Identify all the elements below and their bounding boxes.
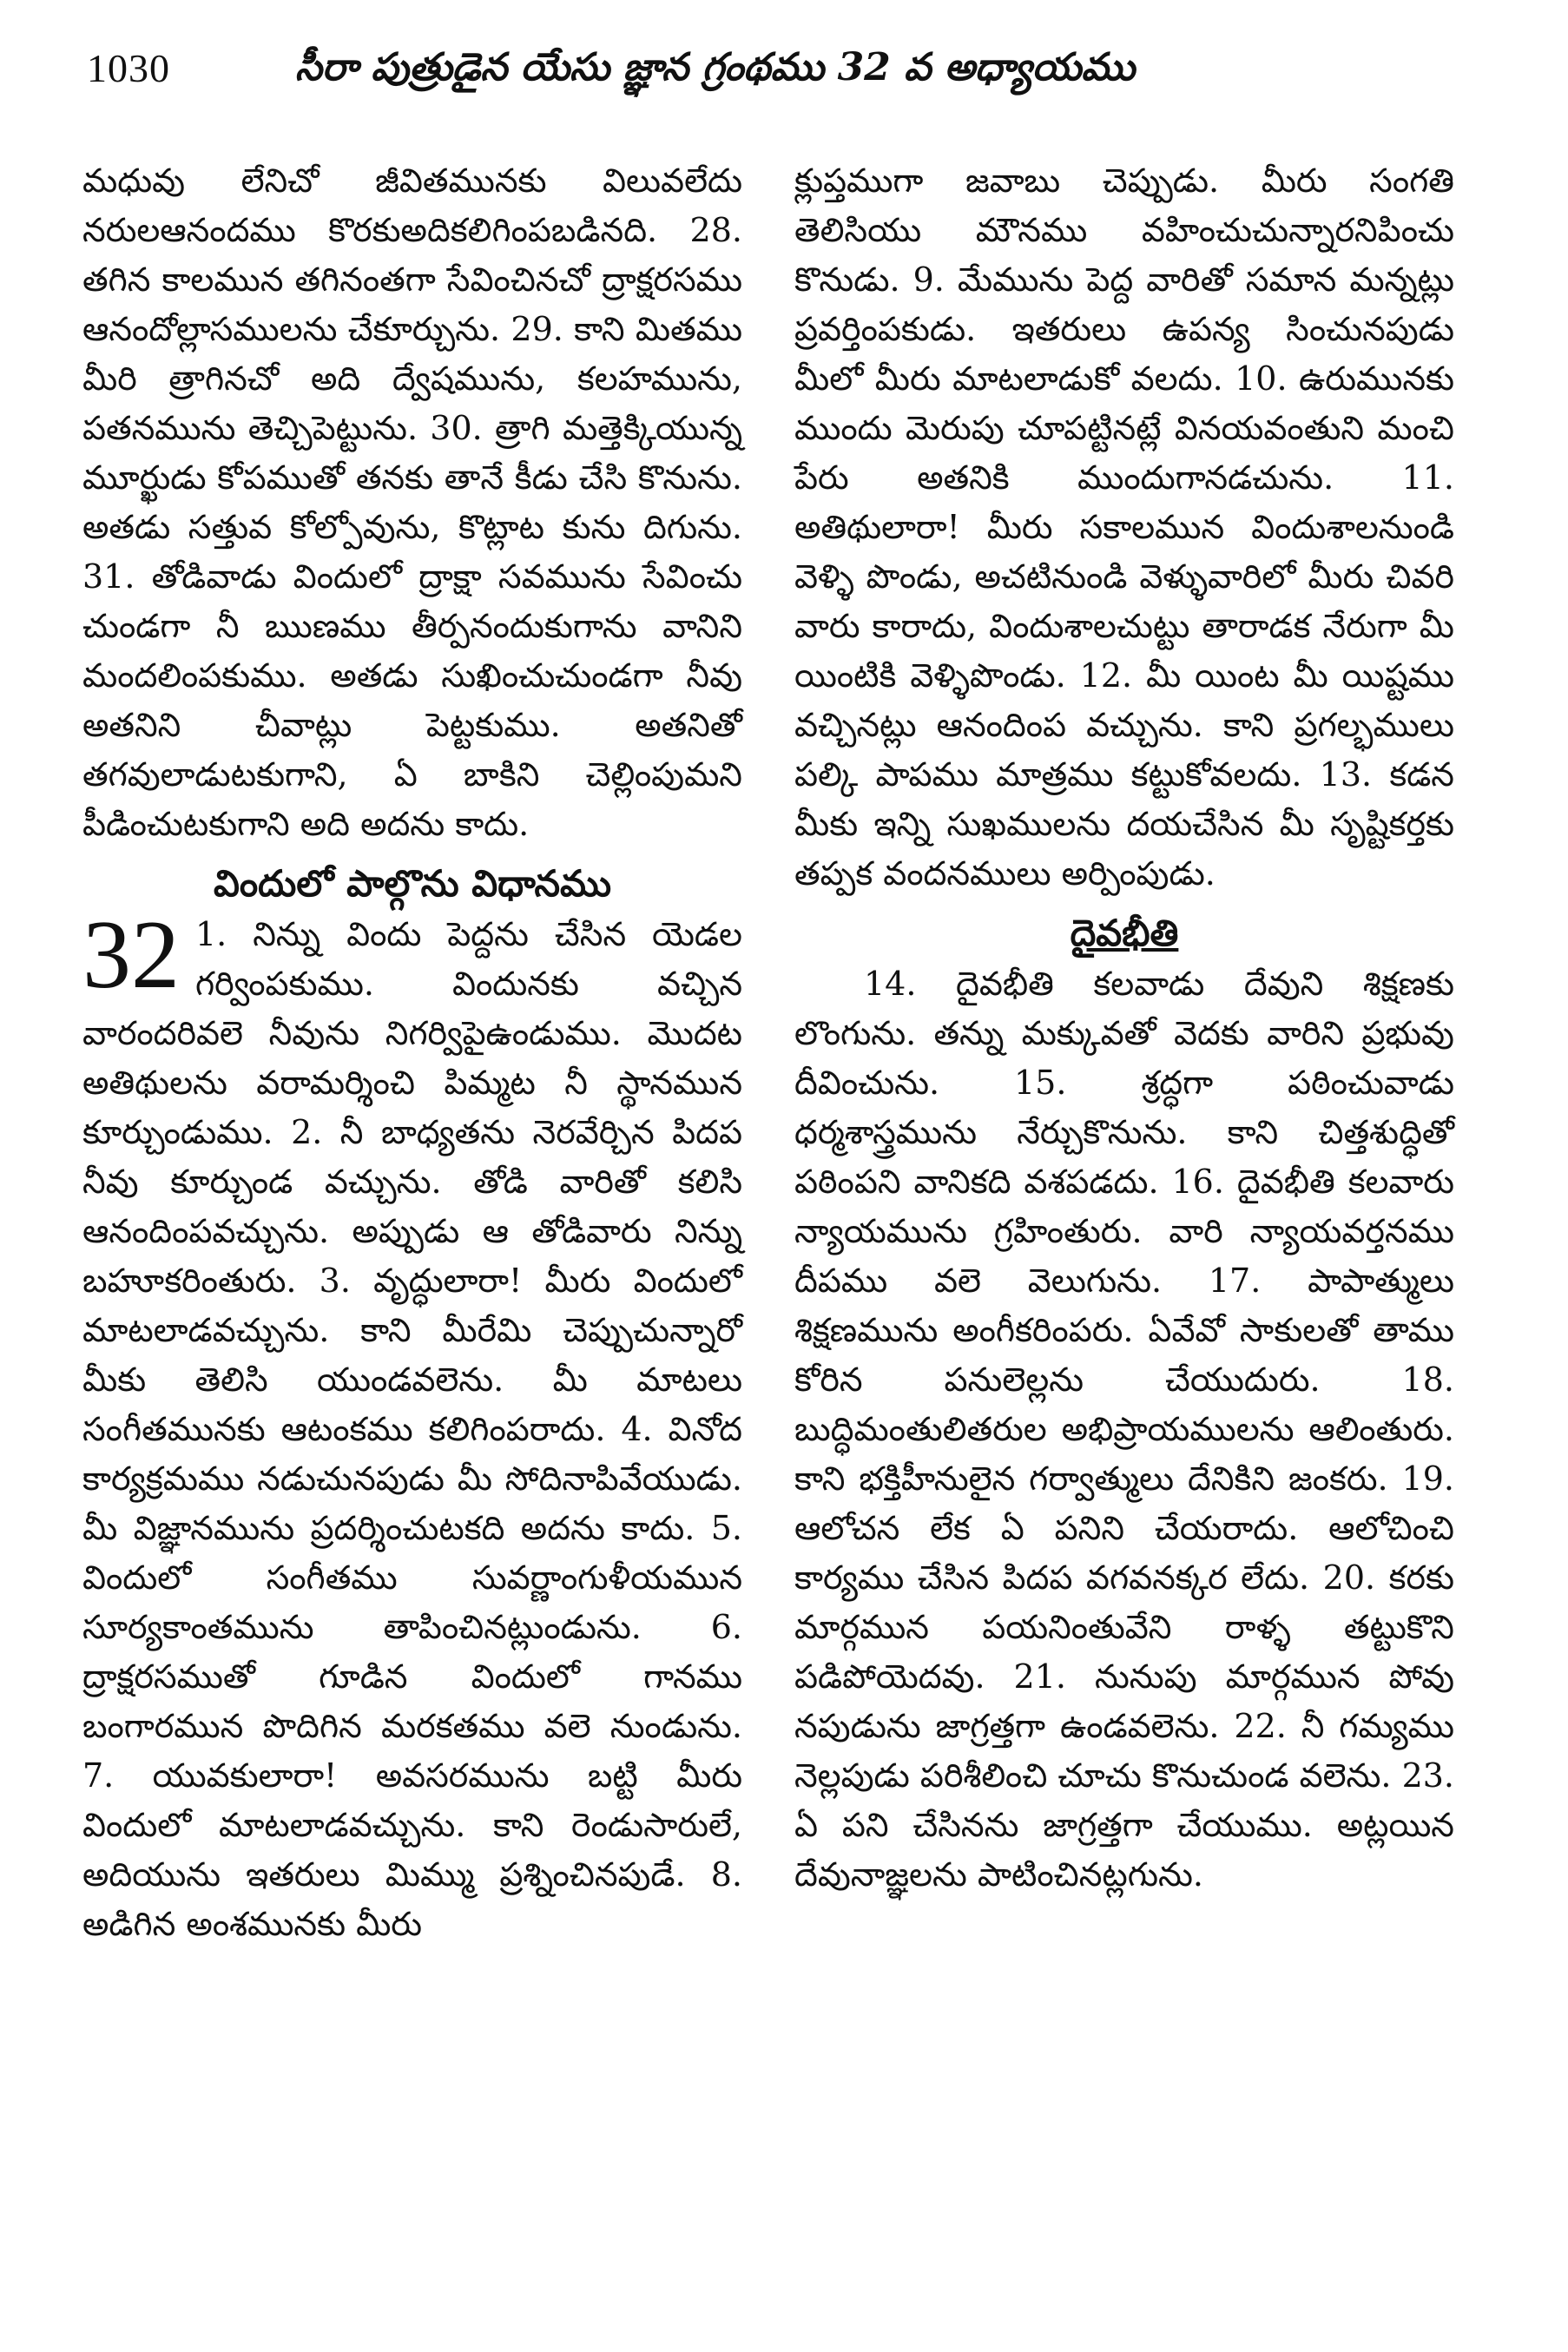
paragraph: మధువు లేనిచో జీవితమునకు విలువలేదు నరులఆనందము కొరకుఅదికలిగింపబడినది. 28. తగిన కాలమున తగినంతగా సేవించినచో ద్రాక్షరసము ఆనందోల్లాసములను చేకూర్చును. 29. కాని మితము మీరి త్రాగినచో అది ద్వేషమును, కలహమును, పతనమును తెచ్చిపెట్టును. 30. త్రాగి మత్తెక్కియున్న మూర్ఖుడు కోపముతో తనకు తానే కీడు చేసి కొనును. అతడు సత్తువ కోల్పోవును, కొట్లాట కును దిగును. 31. తోడివాడు విందులో ద్రాక్షా సవమును సేవించు చుండగా నీ ఋణము తీర్పనందుకుగాను వానిని మందలింపకుము. అతడు సుఖించుచుండగా నీవు అతనిని చీవాట్లు పెట్టకుము. అతనితో తగవులాడుటకుగాని, ఏ బాకిని చెల్లింపుమని పీడించుటకుగాని అది అదను కాదు. bbox=[82, 161, 754, 843]
chapter-number: 32 bbox=[82, 901, 180, 1009]
paragraph: క్లుప్తముగా జవాబు చెప్పుడు. మీరు సంగతి తెలిసియు మౌనము వహించుచున్నారనిపించు కొనుడు. 9. మేమును పెద్ద వారితో సమాన మన్నట్లు ప్రవర్తింపకుడు. ఇతరులు ఉపన్య సించునపుడు మీలో మీరు మాటలాడుకో వలదు. 10. ఉరుమునకు ముందు మెరుపు చూపట్టినట్లే వినయవంతుని మంచి పేరు అతనికి ముందుగానడచును. 11. అతిథులారా! మీరు సకాలమున విందుశాలనుండి వెళ్ళి పొండు, అచటినుండి వెళ్ళువారిలో మీరు చివరి వారు కారాదు, విందుశాలచుట్టు తారాడక నేరుగా మీ యింటికి వెళ్ళిపొండు. 12. మీ యింట మీ యిష్టము వచ్చినట్లు ఆనందింప వచ్చును. కాని ప్రగల్భములు పల్కి పాపము మాత్రము కట్టుకోవలదు. 13. కడన మీకు ఇన్ని సుఖములను దయచేసిన మీ సృష్టికర్తకు తప్పక వందనములు అర్పింపుడు. bbox=[794, 161, 1466, 893]
running-title: సీరా పుత్రుడైన యేసు జ్ఞాన గ్రంథము 32 వ అధ్యాయము bbox=[295, 45, 1136, 89]
section-heading-text: దైవభీతి bbox=[1070, 912, 1179, 954]
section-heading: విందులో పాల్గొను విధానము bbox=[214, 862, 611, 905]
page-number: 1030 bbox=[87, 46, 170, 90]
right-column bbox=[794, 156, 1466, 1900]
left-column bbox=[82, 156, 754, 1949]
page-header bbox=[87, 45, 1476, 115]
chapter-block bbox=[82, 901, 754, 1949]
paragraph: 14. దైవభీతి కలవాడు దేవుని శిక్షణకు లొంగును. తన్ను మక్కువతో వెదకు వారిని ప్రభువు దీవించును. 15. శ్రద్ధగా పఠించువాడు ధర్మశాస్త్రమును నేర్చుకొనును. కాని చిత్తశుద్ధితో పఠింపని వానికది వశపడదు. 16. దైవభీతి కలవారు న్యాయమును గ్రహింతురు. వారి న్యాయవర్తనము దీపము వలె వెలుగును. 17. పాపాత్ములు శిక్షణమును అంగీకరింపరు. ఏవేవో సాకులతో తాము కోరిన పనులెల్లను చేయుదురు. 18. బుద్ధిమంతులితరుల అభిప్రాయములను ఆలింతురు. కాని భక్తిహీనులైన గర్వాత్ములు దేనికిని జంకరు. 19. ఆలోచన లేక ఏ పనిని చేయరాదు. ఆలోచించి కార్యము చేసిన పిదప వగవనక్కర లేదు. 20. కరకు మార్గమున పయనింతువేని రాళ్ళ తట్టుకొని పడిపోయెదవు. 21. నునుపు మార్గమున పోవు నపుడును జాగ్రత్తగా ఉండవలెను. 22. నీ గమ్యము నెల్లపుడు పరిశీలించి చూచు కొనుచుండ వలెను. 23. ఏ పని చేసినను జాగ్రత్తగా చేయుము. అట్లయిన దేవునాజ్ఞలను పాటించినట్లగును. bbox=[794, 965, 1466, 1894]
paragraph: 1. నిన్ను విందు పెద్దను చేసిన యెడల గర్వింపకుము. విందునకు వచ్చిన వారందరివలె నీవును నిగర్విపైఉండుము. మొదట అతిథులను వరామర్శించి పిమ్మట నీ స్థానమున కూర్చుండుము. 2. నీ బాధ్యతను నెరవేర్చిన పిదప నీవు కూర్చుండ వచ్చును. తోడి వారితో కలిసి ఆనందింపవచ్చును. అప్పుడు ఆ తోడివారు నిన్ను బహూకరింతురు. 3. వృద్ధులారా! మీరు విందులో మాటలాడవచ్చును. కాని మీరేమి చెప్పుచున్నారో మీకు తెలిసి యుండవలెను. మీ మాటలు సంగీతమునకు ఆటంకము కలిగింపరాదు. 4. వినోద కార్యక్రమము నడుచునపుడు మీ సోదినాపివేయుడు. మీ విజ్ఞానమును ప్రదర్శించుటకది అదను కాదు. 5. విందులో సంగీతము సువర్ణాంగుళీయమున సూర్యకాంతమును తాపించినట్లుండును. 6. ద్రాక్షరసముతో గూడిన విందులో గానము బంగారమున పొదిగిన మరకతము వలె నుండును. 7. యువకులారా! అవసరమును బట్టి మీరు విందులో మాటలాడవచ్చును. కాని రెండుసారులే, అదియును ఇతరులు మిమ్ము ప్రశ్నించినపుడే. 8. అడిగిన అంశమునకు మీరు bbox=[82, 915, 754, 1943]
section-heading bbox=[794, 907, 1454, 959]
